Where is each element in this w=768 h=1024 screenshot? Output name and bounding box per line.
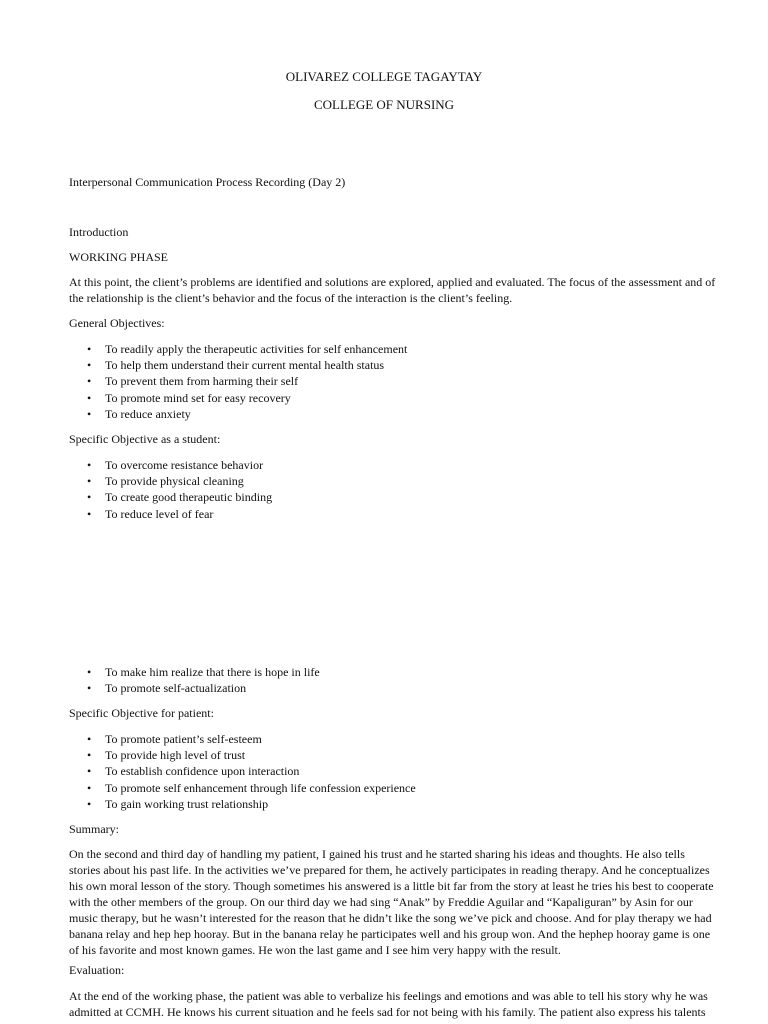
student-objectives-list-continued xyxy=(69,664,320,696)
list-item: • To make him realize that there is hope in life xyxy=(69,664,320,680)
general-objectives-label: General Objectives: xyxy=(69,316,165,330)
summary-label: Summary: xyxy=(69,822,119,836)
student-objectives-label: Specific Objective as a student: xyxy=(69,432,221,446)
general-objectives-list xyxy=(69,341,407,422)
evaluation-line: admitted at CCMH. He knows his current situation and he feels sad for not being with his family. The patient also express his talents xyxy=(69,1005,706,1019)
summary-line: stories about his past life. In the activities we’ve prepared for them, he actively participates in reading therapy. And he conceptualizes xyxy=(69,863,710,877)
list-item: • To create good therapeutic binding xyxy=(69,489,272,505)
list-item: • To readily apply the therapeutic activities for self enhancement xyxy=(69,341,407,357)
college-heading: COLLEGE OF NURSING xyxy=(313,97,455,112)
list-item: • To reduce level of fear xyxy=(69,506,272,522)
list-item: • To provide high level of trust xyxy=(69,747,416,763)
list-item: • To promote self enhancement through life confession experience xyxy=(69,780,416,796)
summary-text xyxy=(69,846,714,958)
list-item: • To reduce anxiety xyxy=(69,406,407,422)
summary-line: with the other members of the group. On our third day we had sing “Anak” by Freddie Aguilar and “Kapaliguran” by Asin for our xyxy=(69,895,693,909)
summary-line: On the second and third day of handling my patient, I gained his trust and he started sharing his ideas and thoughts. He also tells xyxy=(69,847,685,861)
phase-description xyxy=(69,274,716,306)
summary-line: music therapy, but he wasn’t interested for the reason that he didn’t like the song we’ve pick and choose. And for play therapy we had xyxy=(69,911,712,925)
list-item: • To help them understand their current mental health status xyxy=(69,357,407,373)
summary-line: his own moral lesson of the story. Though sometimes his answered is a little bit far from the story at least he tries his best to cooperate xyxy=(69,879,714,893)
patient-objectives-label: Specific Objective for patient: xyxy=(69,706,214,720)
introduction-label: Introduction xyxy=(69,225,129,239)
phase-description-line: the relationship is the client’s behavior and the focus of the interaction is the client’s feeling. xyxy=(69,291,513,305)
list-item: • To overcome resistance behavior xyxy=(69,457,272,473)
list-item: • To gain working trust relationship xyxy=(69,796,416,812)
list-item: • To provide physical cleaning xyxy=(69,473,272,489)
institution-heading: OLIVAREZ COLLEGE TAGAYTAY xyxy=(285,69,483,84)
list-item: • To promote patient’s self-esteem xyxy=(69,731,416,747)
phase-description-line: At this point, the client’s problems are identified and solutions are explored, applied and evaluated. The focus of the assessment and of xyxy=(69,275,716,289)
evaluation-text xyxy=(69,988,709,1020)
list-item: • To promote mind set for easy recovery xyxy=(69,390,407,406)
summary-line: banana relay and hep hep hooray. But in the banana relay he participates well and his group won. And the hephep hooray game is one xyxy=(69,927,711,941)
phase-label: WORKING PHASE xyxy=(69,250,168,264)
list-item: • To promote self-actualization xyxy=(69,680,320,696)
list-item: • To prevent them from harming their self xyxy=(69,373,407,389)
list-item: • To establish confidence upon interaction xyxy=(69,763,416,779)
evaluation-line: At the end of the working phase, the patient was able to verbalize his feelings and emotions and was able to tell his story why he was xyxy=(69,989,708,1003)
document-title: Interpersonal Communication Process Recording (Day 2) xyxy=(69,175,346,189)
student-objectives-list xyxy=(69,457,272,522)
patient-objectives-list xyxy=(69,731,416,812)
summary-line: of his favorite and most known games. He won the last game and I see him very happy with the result. xyxy=(69,943,561,957)
evaluation-label: Evaluation: xyxy=(69,963,125,977)
